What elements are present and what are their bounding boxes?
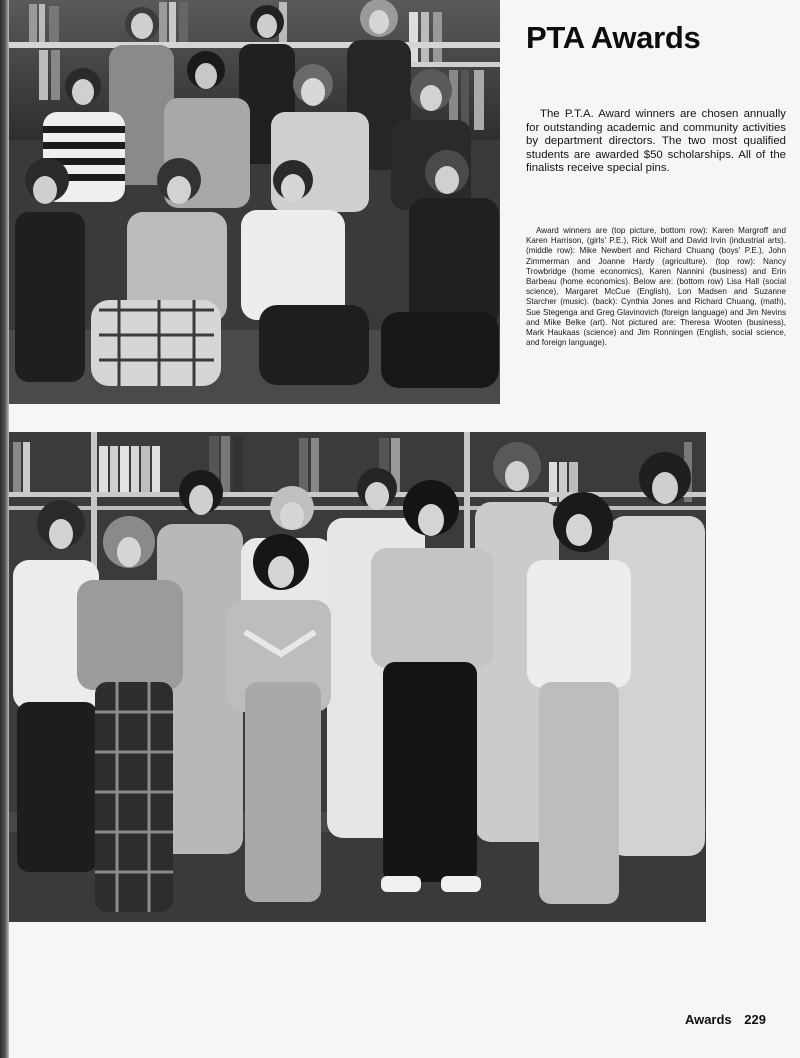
folio-section: Awards [684,1012,732,1027]
binding-edge [0,0,9,1058]
page-number: 229 [744,1012,766,1027]
page-folio [685,1012,766,1027]
top-group-photo [9,0,500,404]
intro-paragraph: The P.T.A. Award winners are chosen annually for outstanding academic and community activities by department directors. The two most qualified students are awarded $50 scholarships. All of the finalists receive special pins. [526,108,786,175]
bottom-group-photo [9,432,706,922]
page-title: PTA Awards [526,20,701,55]
photo-caption: Award winners are (top picture, bottom row): Karen Margroff and Karen Harrison, (girls' P.E.), Rick Wolf and David Irvin (industrial arts). (middle row): Mike Newbert and Richard Chuang (boys' P.E.), John Zimmerman and Joanne Hardy (agriculture). (top row): Nancy Trowbridge (home economics), Karen Nannini (business) and Erin Barbeau (home economics). Below are: (bottom row) Lisa Hall (social science), Margaret McCue (English), Lon Madsen and Suzanne Starcher (music). (back): Cynthia Jones and Richard Chuang, (math), Sue Stegenga and Greg Glavinovich (foreign language) and Jim Nevins and Mike Belke (art). Not pictured are: Theresa Wooten (business), Mark Haukaas (science) and Jim Ronningen (English, social science, and foreign language). [526,226,786,348]
